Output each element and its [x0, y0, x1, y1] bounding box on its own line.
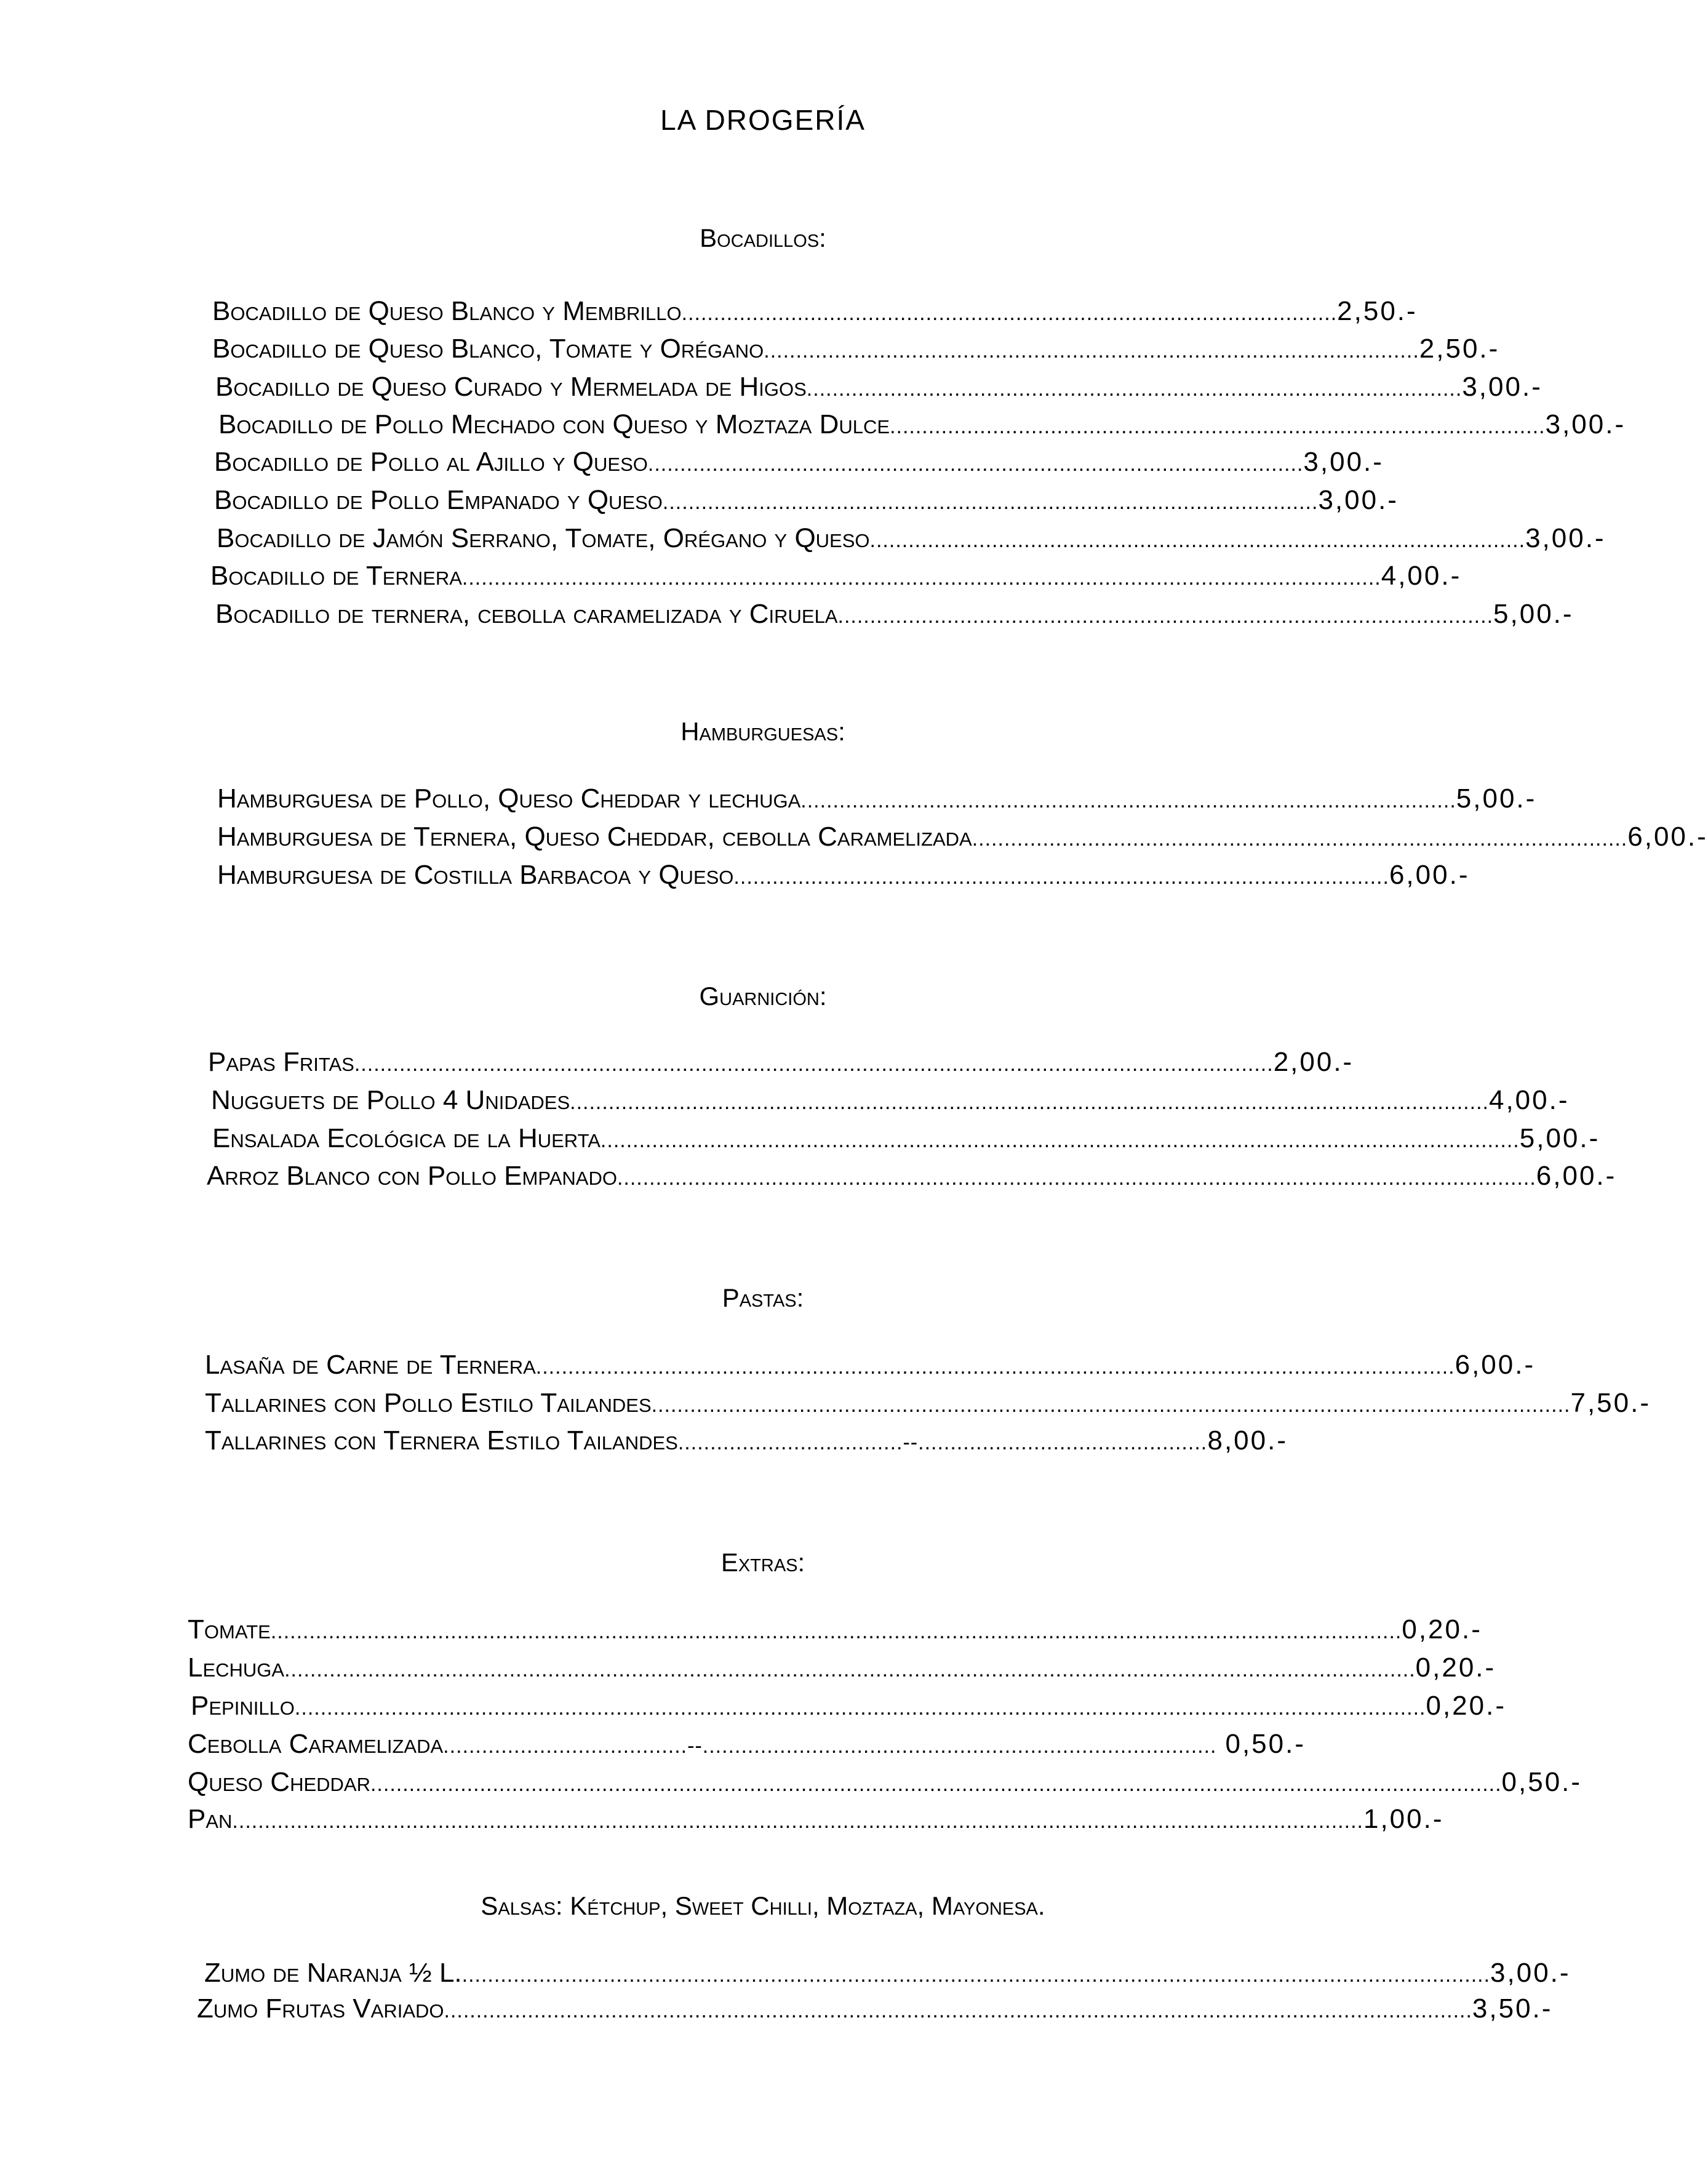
- dot-leader: ...................................--.............................................: [677, 1431, 1208, 1454]
- menu-item: [217, 523, 1606, 555]
- menu-item: [205, 1425, 1288, 1457]
- menu-item: [188, 1728, 1306, 1760]
- menu-item: [214, 484, 1399, 516]
- dot-leader: ......................................--................................................................................: [443, 1734, 1217, 1758]
- dot-leader: ................................................................................................................................................................................: [270, 1620, 1402, 1643]
- item-price: 3,00.-: [1490, 1958, 1571, 1988]
- item-name: Tallarines con Ternera Estilo Tailandes: [205, 1425, 678, 1456]
- dot-leader: ...............................................................................................................................................: [570, 1091, 1489, 1114]
- dot-leader: ......................................................................................................: [972, 827, 1628, 851]
- dot-leader: ......................................................................................................: [647, 452, 1304, 476]
- item-name: Papas Fritas: [208, 1047, 354, 1077]
- dot-leader: ................................................................................................................................................................................: [232, 1809, 1363, 1833]
- item-price: 3,00.-: [1318, 485, 1399, 515]
- restaurant-title: LA DROGERÍA: [660, 104, 866, 136]
- dot-leader: ...............................................................................................................................................: [600, 1129, 1520, 1152]
- item-price: 3,00.-: [1303, 447, 1384, 477]
- menu-item: [205, 1349, 1536, 1381]
- dot-leader: ......................................................................................................: [733, 865, 1389, 889]
- dot-leader: ...............................................................................................................................................: [535, 1355, 1455, 1379]
- item-price: 3,00.-: [1545, 409, 1626, 439]
- dot-leader: ......................................................................................................: [806, 377, 1463, 401]
- menu-item: [212, 295, 1418, 327]
- item-name: Tomate: [188, 1614, 271, 1644]
- item-name: Bocadillo de Pollo Mechado con Queso y Moztaza Dulce: [218, 409, 890, 439]
- item-price: 4,00.-: [1381, 561, 1462, 591]
- menu-item: [212, 1123, 1600, 1155]
- item-price: 6,00.-: [1389, 860, 1470, 890]
- menu-item: [214, 446, 1384, 478]
- dot-leader: ................................................................................................................................................................................: [294, 1696, 1426, 1720]
- item-name: Arroz Blanco con Pollo Empanado: [207, 1161, 617, 1191]
- item-name: Hamburguesa de Costilla Barbacoa y Queso: [217, 860, 734, 890]
- item-name: Ensalada Ecológica de la Huerta: [212, 1123, 601, 1153]
- item-name: Bocadillo de Queso Blanco, Tomate y Orégano: [212, 334, 764, 364]
- dot-leader: ...............................................................................................................................................: [651, 1393, 1571, 1417]
- item-name: Lasaña de Carne de Ternera: [205, 1350, 536, 1380]
- menu-item: [211, 1084, 1570, 1116]
- item-price: 7,50.-: [1570, 1388, 1651, 1418]
- item-price: 4,00.-: [1488, 1085, 1570, 1115]
- item-name: Queso Cheddar: [188, 1767, 370, 1797]
- menu-item: [191, 1690, 1506, 1722]
- menu-item: [212, 333, 1500, 365]
- item-price: 0,20.-: [1426, 1691, 1506, 1721]
- section-heading-guarnicion: Guarnición:: [699, 982, 827, 1011]
- menu-item: [215, 371, 1542, 403]
- item-price: 3,50.-: [1472, 1993, 1553, 2024]
- item-price: 6,00.-: [1627, 822, 1708, 852]
- dot-leader: ...............................................................................................................................................: [617, 1166, 1536, 1190]
- item-name: Bocadillo de Ternera: [210, 561, 462, 591]
- dot-leader: ................................................................................................................................................................: [444, 1999, 1472, 2022]
- item-price: 3,00.-: [1525, 523, 1606, 553]
- item-price: 3,00.-: [1462, 372, 1542, 402]
- dot-leader: ......................................................................................................: [662, 491, 1319, 514]
- dot-leader: ......................................................................................................: [869, 529, 1526, 552]
- item-price: 2,50.-: [1337, 296, 1418, 326]
- dot-leader: ......................................................................................................: [681, 302, 1338, 325]
- item-name: Bocadillo de ternera, cebolla caramelizada y Ciruela: [215, 599, 838, 629]
- section-heading-extras: Extras:: [720, 1548, 805, 1577]
- item-name: Zumo Frutas Variado: [197, 1993, 444, 2024]
- menu-item: [217, 783, 1537, 815]
- dot-leader: ................................................................................................................................................................................: [284, 1658, 1416, 1681]
- menu-item: [210, 560, 1462, 592]
- item-price: 2,00.-: [1273, 1047, 1354, 1077]
- dot-leader: ......................................................................................................: [764, 339, 1419, 363]
- salsas-note: Salsas: Kétchup, Sweet Chilli, Moztaza, Mayonesa.: [481, 1891, 1045, 1920]
- menu-item: [205, 1387, 1651, 1419]
- section-heading-pastas: Pastas:: [722, 1283, 804, 1312]
- menu-item: [188, 1614, 1482, 1646]
- item-name: Bocadillo de Queso Blanco y Membrillo: [212, 296, 682, 326]
- dot-leader: ......................................................................................................: [837, 604, 1494, 628]
- item-price: 5,00.-: [1456, 783, 1537, 814]
- item-name: Cebolla Caramelizada: [188, 1729, 444, 1759]
- item-price: 0,50.-: [1501, 1767, 1582, 1797]
- dot-leader: ......................................................................................................: [890, 415, 1546, 438]
- item-price: 0,20.-: [1415, 1652, 1496, 1683]
- dot-leader: ......................................................................................................: [800, 789, 1456, 812]
- menu-item: [218, 409, 1626, 441]
- item-price: 0,50.-: [1225, 1729, 1306, 1759]
- item-name: Bocadillo de Pollo Empanado y Queso: [214, 485, 663, 515]
- dot-leader: ...............................................................................................................................................: [461, 566, 1381, 590]
- drink-item: [204, 1957, 1571, 1989]
- menu-item: [207, 1160, 1617, 1192]
- item-price: 6,00.-: [1455, 1350, 1536, 1380]
- menu-item: [188, 1803, 1444, 1835]
- drink-item: [197, 1993, 1553, 2025]
- item-name: Zumo de Naranja ½ L.: [204, 1958, 462, 1988]
- item-price: 6,00.-: [1536, 1161, 1617, 1191]
- item-name: Nugguets de Pollo 4 Unidades: [211, 1085, 570, 1115]
- item-price: 5,00.-: [1493, 599, 1574, 629]
- item-price: 5,00.-: [1519, 1123, 1600, 1153]
- item-price: 8,00.-: [1207, 1425, 1288, 1456]
- menu-item: [217, 859, 1470, 891]
- menu-item: [217, 821, 1708, 853]
- item-name: Bocadillo de Jamón Serrano, Tomate, Orégano y Queso: [217, 523, 870, 553]
- item-price: 1,00.-: [1363, 1804, 1444, 1834]
- dot-leader: ................................................................................................................................................................................: [370, 1772, 1502, 1796]
- dot-leader: ................................................................................................................................................................: [461, 1963, 1491, 1987]
- menu-item: [215, 598, 1574, 630]
- item-name: Hamburguesa de Pollo, Queso Cheddar y lechuga: [217, 783, 801, 814]
- menu-item: [188, 1766, 1582, 1798]
- item-name: Tallarines con Pollo Estilo Tailandes: [205, 1388, 652, 1418]
- menu-item: [188, 1652, 1496, 1684]
- section-heading-hamburguesas: Hamburguesas:: [680, 717, 845, 746]
- item-name: Hamburguesa de Ternera, Queso Cheddar, cebolla Caramelizada: [217, 822, 972, 852]
- item-name: Pan: [188, 1804, 233, 1834]
- item-name: Bocadillo de Pollo al Ajillo y Queso: [214, 447, 648, 477]
- item-name: Bocadillo de Queso Curado y Mermelada de Higos: [215, 372, 807, 402]
- item-price: 2,50.-: [1419, 334, 1500, 364]
- item-name: Pepinillo: [191, 1691, 295, 1721]
- menu-item: [208, 1046, 1354, 1078]
- item-price: 0,20.-: [1402, 1614, 1482, 1644]
- section-heading-bocadillos: Bocadillos:: [700, 223, 826, 252]
- dot-leader: ...............................................................................................................................................: [354, 1052, 1274, 1076]
- item-name: Lechuga: [188, 1652, 285, 1683]
